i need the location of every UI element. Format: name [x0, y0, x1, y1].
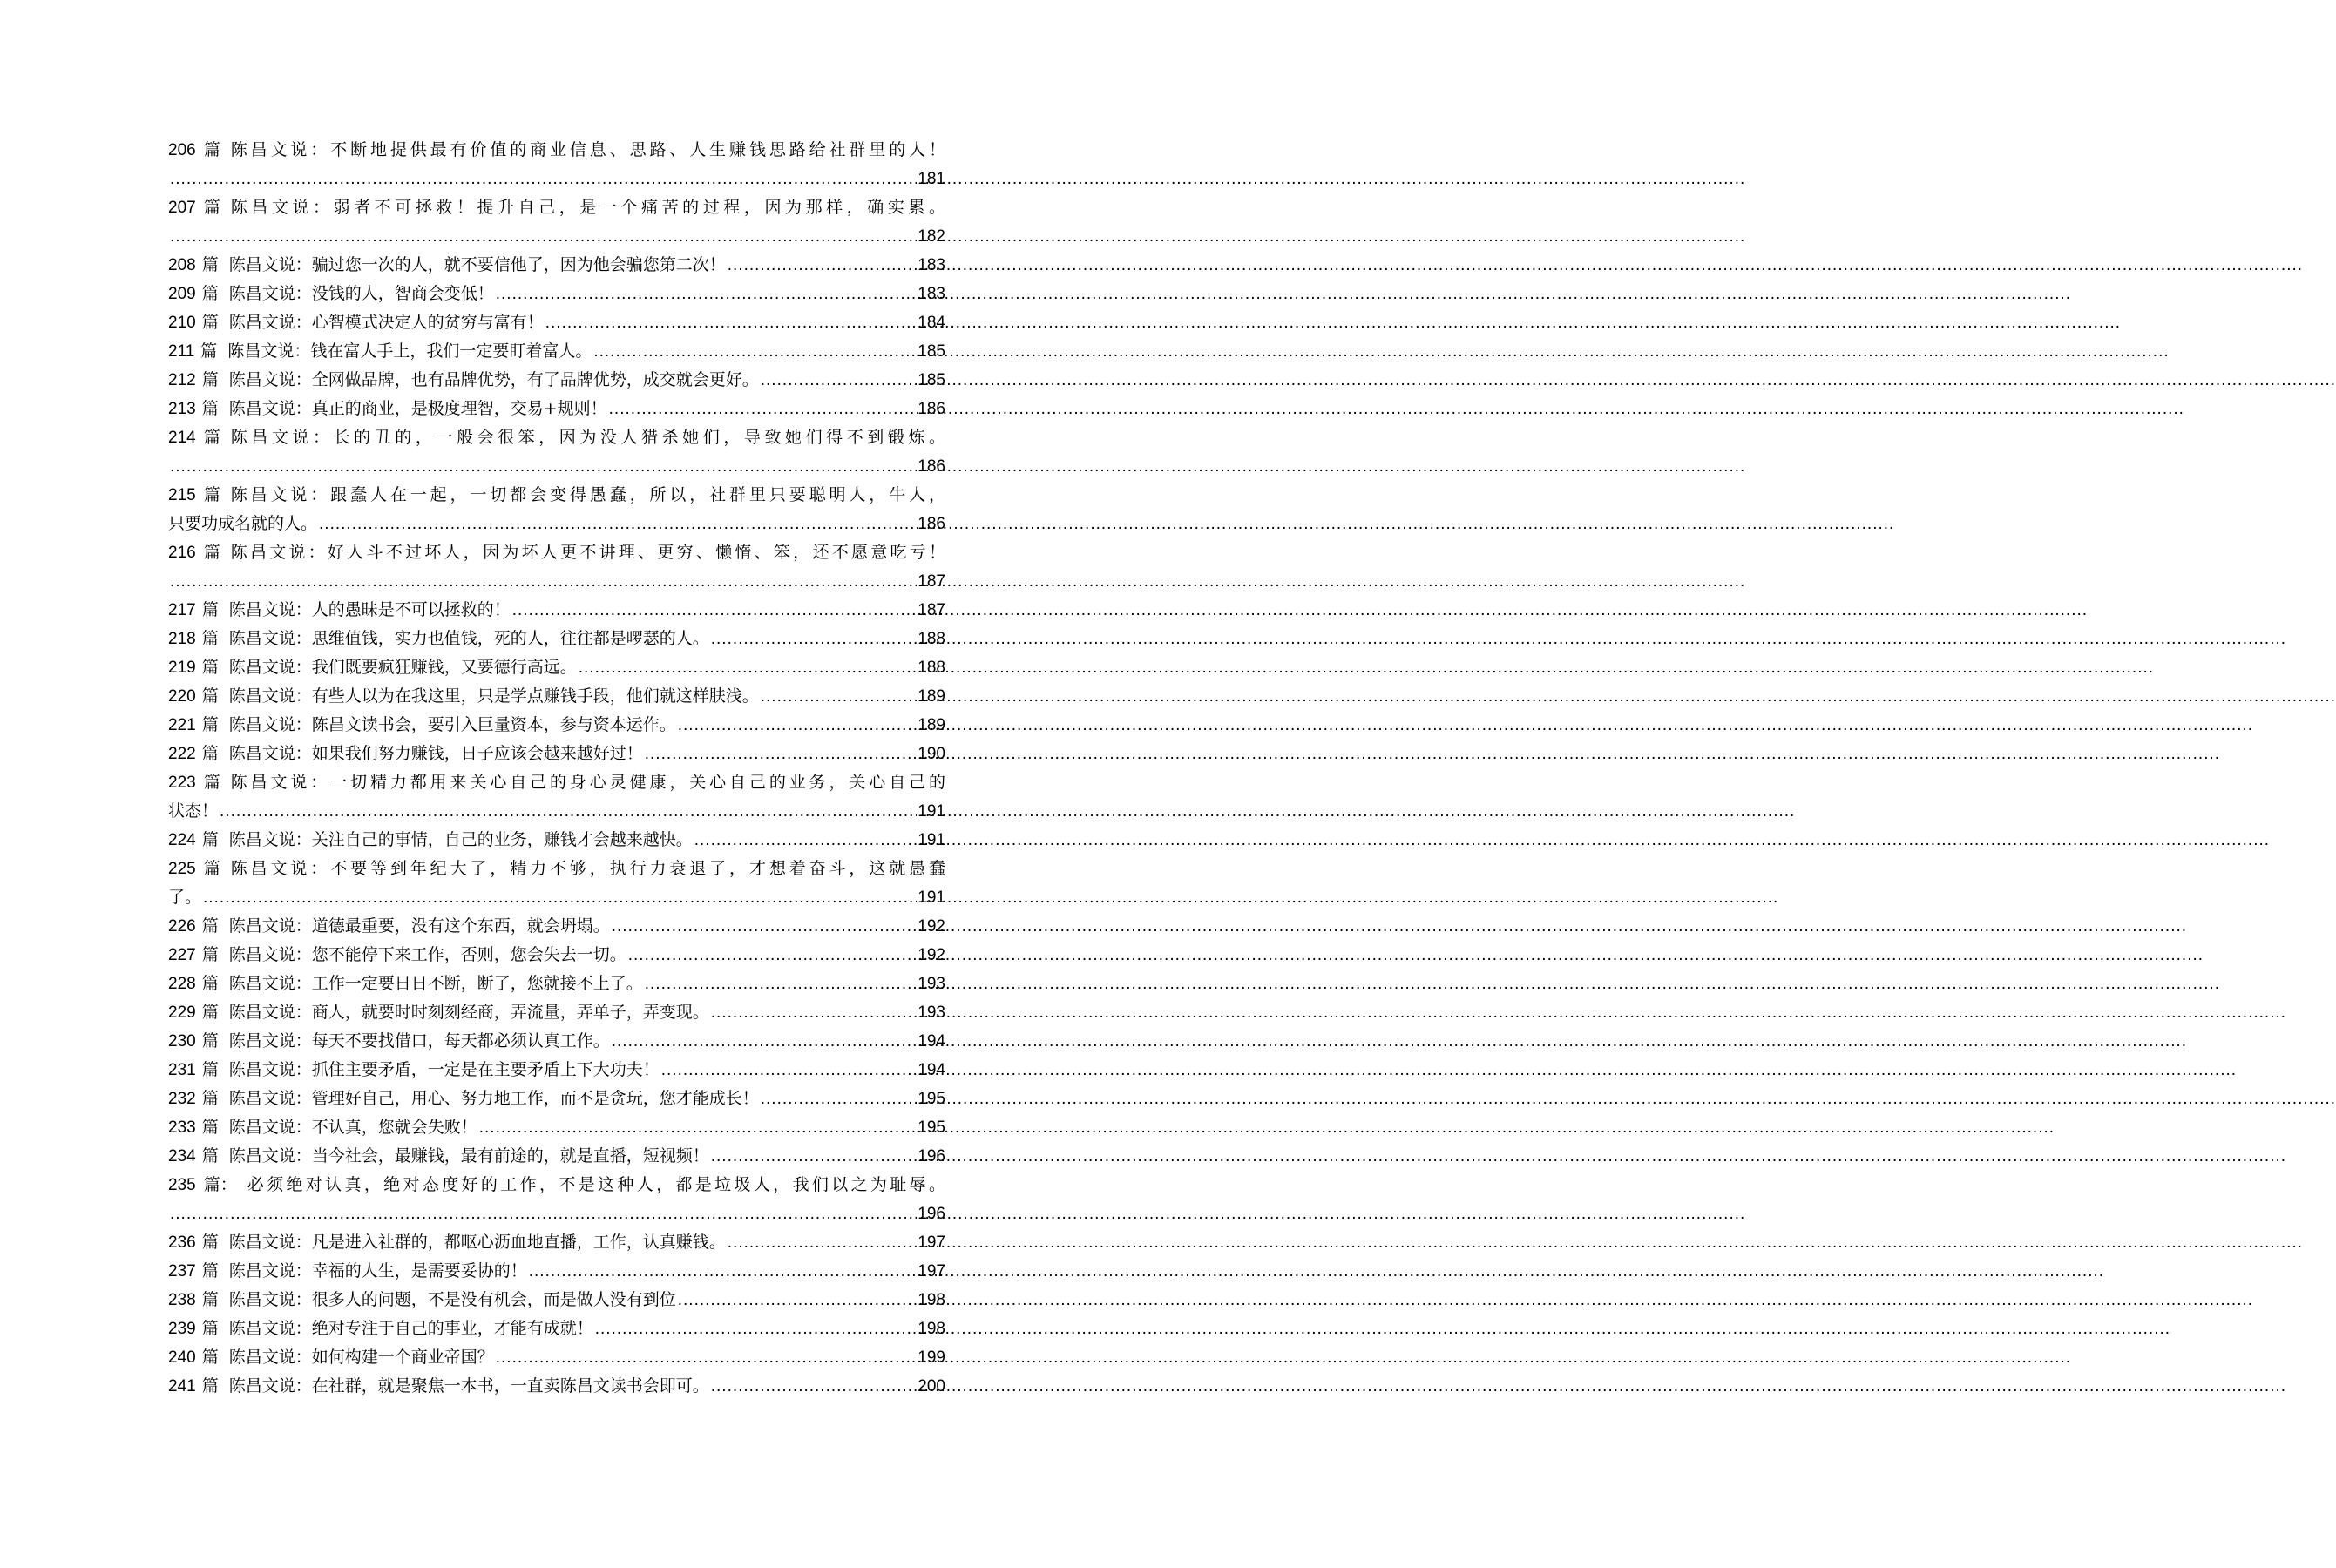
toc-entry-line: [168, 1056, 945, 1085]
toc-entry-page: 181: [917, 170, 945, 188]
toc-entry-page: 189: [917, 687, 945, 706]
toc-entry[interactable]: [168, 1257, 945, 1286]
toc-entry-line: [168, 1315, 945, 1343]
dot-leader: [612, 912, 917, 941]
toc-entry-number: 220: [168, 687, 196, 706]
toc-entry[interactable]: [168, 682, 945, 711]
toc-entry-title-line: [168, 136, 945, 165]
toc-entry-page: 196: [917, 1147, 945, 1166]
toc-entry-title-line: [168, 193, 945, 222]
toc-entry-number: 241: [168, 1377, 196, 1396]
toc-entry-separator: 篇: [201, 658, 219, 677]
toc-entry-title: 陈昌文说：钱在富人手上，我们一定要盯着富人。: [227, 341, 592, 361]
toc-entry[interactable]: [168, 481, 945, 538]
toc-entry[interactable]: [168, 1056, 945, 1085]
toc-entry-separator: 篇: [201, 830, 219, 849]
toc-entry-title: 陈昌文说：很多人的问题，不是没有机会，而是做人没有到位: [228, 1290, 676, 1309]
toc-entry-title: 陈昌文说：关注自己的事情，自己的业务，赚钱才会越来越快。: [228, 830, 693, 849]
toc-entry[interactable]: [168, 711, 945, 740]
dot-leader: [628, 941, 917, 970]
toc-entry-line: [168, 711, 945, 740]
toc-entry-separator: 篇: [203, 859, 220, 878]
toc-entry-continuation: [168, 222, 945, 251]
dot-leader: [319, 510, 916, 538]
toc-entry-number: 228: [168, 975, 196, 993]
toc-entry-separator: 篇: [201, 1146, 219, 1166]
dot-leader: [694, 826, 917, 855]
toc-entry-line: [168, 682, 945, 711]
toc-entry-page: 189: [917, 716, 945, 734]
toc-entry-continuation: [168, 452, 945, 481]
dot-leader: [678, 711, 917, 740]
dot-leader: [645, 970, 917, 998]
toc-entry-separator: 篇: [201, 1233, 219, 1252]
toc-entry-number: 212: [168, 371, 196, 389]
toc-entry-title-line: [168, 423, 945, 452]
toc-entry-separator: 篇: [201, 686, 219, 706]
toc-entry-continuation: [168, 567, 945, 596]
toc-entry-line: [168, 740, 945, 768]
toc-entry-title: 必须绝对认真，绝对态度好的工作，不是这种人，都是垃圾人，我们以之为耻辱。: [247, 1175, 945, 1194]
toc-entry-separator: 篇: [201, 916, 219, 936]
toc-entry-line: [168, 1228, 945, 1257]
toc-entry-page: 197: [917, 1262, 945, 1281]
toc-entry-line: [168, 1257, 945, 1286]
toc-entry[interactable]: [168, 1286, 945, 1315]
toc-entry-separator: 篇: [201, 313, 219, 332]
toc-entry-title-cont: 只要功成名就的人。: [168, 514, 318, 533]
toc-entry-separator: 篇: [201, 1031, 219, 1051]
toc-entry-page: 184: [917, 314, 945, 332]
toc-entry-page: 183: [917, 256, 945, 274]
toc-entry[interactable]: [168, 941, 945, 970]
dot-leader: [496, 1343, 917, 1372]
dot-leader: [512, 596, 917, 625]
toc-entry-line: [168, 1027, 945, 1056]
toc-entry-line: [168, 1085, 945, 1113]
toc-entry[interactable]: [168, 423, 945, 481]
toc-entry-line: [168, 912, 945, 941]
dot-leader: [170, 222, 916, 251]
toc-entry-heading: [168, 768, 945, 797]
toc-entry[interactable]: [168, 1315, 945, 1343]
toc-entry-page: 195: [917, 1090, 945, 1108]
toc-entry-title: 陈昌文说：好人斗不过坏人，因为坏人更不讲理、更穷、懒惰、笨，还不愿意吃亏！: [230, 543, 945, 562]
toc-entry-page: 188: [917, 659, 945, 677]
toc-entry-page: 183: [917, 285, 945, 303]
dot-leader: [595, 1315, 917, 1343]
toc-entry[interactable]: [168, 280, 945, 308]
toc-entry-number: 231: [168, 1061, 196, 1079]
toc-entry-continuation: [168, 1200, 945, 1228]
toc-entry-page: 190: [917, 745, 945, 763]
toc-entry-number: 221: [168, 716, 196, 734]
toc-entry-number: 237: [168, 1262, 196, 1281]
toc-entry-title: 陈昌文说：幸福的人生，是需要妥协的！: [228, 1261, 527, 1281]
toc-entry-line: [168, 653, 945, 682]
toc-entry-number: 235: [168, 1176, 196, 1194]
toc-entry-line: [168, 970, 945, 998]
toc-entry-title: 陈昌文说：抓住主要矛盾，一定是在主要矛盾上下大功夫！: [228, 1060, 660, 1079]
toc-entry-title: 陈昌文说：弱者不可拯救！提升自己，是一个痛苦的过程，因为那样，确实累。: [230, 198, 945, 217]
toc-entry-title: 陈昌文说：全网做品牌，也有品牌优势，有了品牌优势，成交就会更好。: [228, 370, 759, 389]
toc-entry[interactable]: [168, 912, 945, 941]
toc-entry[interactable]: [168, 625, 945, 653]
dot-leader: [609, 395, 917, 423]
toc-entry-page: 186: [917, 457, 945, 476]
toc-entry-number: 218: [168, 630, 196, 648]
toc-entry-title-line: [168, 481, 945, 510]
toc-entry[interactable]: [168, 308, 945, 337]
toc-entry[interactable]: [168, 768, 945, 826]
toc-entry-heading: [168, 538, 945, 567]
dot-leader: [170, 452, 916, 481]
dot-leader: [170, 567, 916, 596]
toc-entry-number: 239: [168, 1320, 196, 1338]
toc-entry-title-line: [168, 1171, 945, 1200]
toc-entry-line: [168, 251, 945, 280]
dot-leader: [678, 1286, 917, 1315]
toc-entry-continuation: [168, 883, 945, 912]
toc-entry[interactable]: [168, 998, 945, 1027]
toc-entry-line: [168, 998, 945, 1027]
toc-entry[interactable]: [168, 653, 945, 682]
toc-entry-number: 232: [168, 1090, 196, 1108]
toc-entry-separator: 篇: [201, 1118, 219, 1137]
toc-entry-number: 208: [168, 256, 196, 274]
toc-entry-continuation: [168, 797, 945, 826]
toc-entry-page: 188: [917, 630, 945, 648]
toc-entry-number: 223: [168, 774, 196, 792]
toc-entry-number: 240: [168, 1348, 196, 1367]
toc-entry-heading: [168, 481, 945, 510]
toc-entry-separator: 篇: [203, 198, 220, 217]
toc-entry-page: 196: [917, 1205, 945, 1223]
dot-leader: [711, 1372, 917, 1401]
toc-entry[interactable]: [168, 193, 945, 251]
toc-entry-separator: 篇: [201, 1290, 219, 1309]
toc-entry-title-line: [168, 855, 945, 883]
toc-entry-page: 197: [917, 1233, 945, 1252]
toc-entry-separator: 篇: [201, 1089, 219, 1108]
toc-entry-title: 陈昌文说：陈昌文读书会，要引入巨量资本，参与资本运作。: [228, 715, 676, 734]
toc-entry-separator: 篇：: [203, 1175, 237, 1194]
toc-entry[interactable]: [168, 1113, 945, 1142]
toc-entry-page: 191: [917, 802, 945, 821]
toc-entry-line: [168, 308, 945, 337]
toc-entry-separator: 篇: [201, 715, 219, 734]
dot-leader: [728, 1228, 917, 1257]
toc-entry-line: [168, 1372, 945, 1401]
toc-entry-number: 227: [168, 946, 196, 964]
toc-entry-number: 211: [168, 342, 195, 361]
toc-entry-title: 陈昌文说：骗过您一次的人，就不要信他了，因为他会骗您第二次！: [228, 255, 726, 274]
toc-entry-title: 陈昌文说：跟蠢人在一起，一切都会变得愚蠢，所以，社群里只要聪明人，牛人，: [230, 485, 945, 504]
toc-entry-title: 陈昌文说：凡是进入社群的，都呕心沥血地直播，工作，认真赚钱。: [228, 1233, 726, 1252]
toc-entry-separator: 篇: [201, 629, 219, 648]
toc-entry-title: 陈昌文说：思维值钱，实力也值钱，死的人，往往都是啰瑟的人。: [228, 629, 709, 648]
toc-entry-number: 233: [168, 1119, 196, 1137]
toc-entry-separator: 篇: [201, 1319, 219, 1338]
toc-entry-title-cont: 了。: [168, 888, 202, 907]
toc-entry-number: 215: [168, 486, 196, 504]
toc-entry-line: [168, 1286, 945, 1315]
toc-entry-number: 206: [168, 141, 196, 159]
dot-leader: [579, 653, 917, 682]
toc-entry-title-line: [168, 538, 945, 567]
toc-entry-line: [168, 1343, 945, 1372]
toc-entry-title: 陈昌文说：不要等到年纪大了，精力不够，执行力衰退了，才想着奋斗，这就愚蠢: [230, 859, 945, 878]
toc-entry-title: 陈昌文说：在社群，就是聚焦一本书，一直卖陈昌文读书会即可。: [228, 1376, 709, 1396]
toc-entry-separator: 篇: [201, 1376, 219, 1396]
toc-entry-number: 213: [168, 400, 196, 418]
toc-entry[interactable]: [168, 596, 945, 625]
dot-leader: [529, 1257, 917, 1286]
toc-entry-number: 207: [168, 199, 196, 217]
toc-entry-separator: 篇: [200, 341, 218, 361]
dot-leader: [761, 682, 917, 711]
toc-entry-title-cont: 状态！: [168, 801, 219, 821]
toc-entry-title: 陈昌文说：不断地提供最有价值的商业信息、思路、人生赚钱思路给社群里的人！: [230, 140, 945, 159]
toc-entry-title: 陈昌文说：每天不要找借口，每天都必须认真工作。: [228, 1031, 610, 1051]
toc-entry-title: 陈昌文说：长的丑的，一般会很笨，因为没人猎杀她们，导致她们得不到锻炼。: [230, 428, 945, 447]
toc-entry-continuation: [168, 165, 945, 193]
dot-leader: [479, 1113, 917, 1142]
dot-leader: [728, 251, 917, 280]
toc-entry-separator: 篇: [201, 945, 219, 964]
toc-entry[interactable]: [168, 251, 945, 280]
toc-entry-number: 225: [168, 860, 196, 878]
toc-entry-title: 陈昌文说：真正的商业，是极度理智，交易+规则！: [228, 399, 607, 418]
toc-entry-page: 185: [917, 342, 945, 361]
toc-entry-separator: 篇: [201, 255, 219, 274]
toc-entry-page: 191: [917, 889, 945, 907]
dot-leader: [761, 366, 917, 395]
toc-entry-separator: 篇: [201, 744, 219, 763]
toc-entry-separator: 篇: [201, 370, 219, 389]
toc-entry-page: 194: [917, 1032, 945, 1051]
dot-leader: [711, 625, 917, 653]
toc-entry[interactable]: [168, 395, 945, 423]
toc-entry-heading: [168, 193, 945, 222]
toc-entry-page: 186: [917, 400, 945, 418]
toc-entry-continuation: [168, 510, 945, 538]
table-of-contents: [168, 136, 945, 1401]
toc-entry-title-line: [168, 768, 945, 797]
toc-entry-page: 198: [917, 1320, 945, 1338]
toc-entry-title: 陈昌文说：当今社会，最赚钱，最有前途的，就是直播，短视频！: [228, 1146, 709, 1166]
toc-entry-title: 陈昌文说：如何构建一个商业帝国？: [228, 1348, 494, 1367]
toc-entry-heading: [168, 1171, 945, 1200]
toc-entry-page: 185: [917, 371, 945, 389]
toc-entry-separator: 篇: [201, 600, 219, 619]
toc-entry-title: 陈昌文说：工作一定要日日不断，断了，您就接不上了。: [228, 974, 643, 993]
toc-entry[interactable]: [168, 970, 945, 998]
toc-entry-title: 陈昌文说：心智模式决定人的贫穷与富有！: [228, 313, 544, 332]
toc-entry-number: 238: [168, 1291, 196, 1309]
dot-leader: [203, 883, 916, 912]
toc-entry-separator: 篇: [203, 485, 220, 504]
toc-entry-page: 187: [917, 601, 945, 619]
toc-entry-number: 236: [168, 1233, 196, 1252]
toc-entry-number: 214: [168, 429, 196, 447]
toc-entry-number: 209: [168, 285, 196, 303]
toc-entry-separator: 篇: [201, 974, 219, 993]
toc-entry[interactable]: [168, 1228, 945, 1257]
toc-entry-line: [168, 280, 945, 308]
toc-entry-title: 陈昌文说：不认真，您就会失败！: [228, 1118, 477, 1137]
toc-entry-separator: 篇: [203, 773, 220, 792]
toc-entry-separator: 篇: [201, 399, 219, 418]
toc-entry[interactable]: [168, 1343, 945, 1372]
toc-entry-title: 陈昌文说：我们既要疯狂赚钱，又要德行高远。: [228, 658, 577, 677]
dot-leader: [220, 797, 916, 826]
toc-entry-title: 陈昌文说：商人，就要时时刻刻经商，弄流量，弄单子，弄变现。: [228, 1003, 709, 1022]
dot-leader: [711, 998, 917, 1027]
toc-entry-title: 陈昌文说：没钱的人，智商会变低！: [228, 284, 494, 303]
toc-entry-line: [168, 366, 945, 395]
toc-entry-title: 陈昌文说：有些人以为在我这里，只是学点赚钱手段，他们就这样肤浅。: [228, 686, 759, 706]
toc-entry-page: 195: [917, 1119, 945, 1137]
toc-entry-separator: 篇: [203, 428, 220, 447]
dot-leader: [711, 1142, 917, 1171]
toc-entry[interactable]: [168, 1027, 945, 1056]
toc-entry-separator: 篇: [201, 1348, 219, 1367]
toc-entry-page: 182: [917, 227, 945, 246]
toc-entry-title: 陈昌文说：您不能停下来工作，否则，您会失去一切。: [228, 945, 626, 964]
toc-entry[interactable]: [168, 366, 945, 395]
dot-leader: [645, 740, 917, 768]
toc-entry-page: 186: [917, 515, 945, 533]
toc-entry-heading: [168, 855, 945, 883]
toc-entry-page: 192: [917, 946, 945, 964]
toc-entry-separator: 篇: [201, 1003, 219, 1022]
toc-entry[interactable]: [168, 1171, 945, 1228]
toc-entry-line: [168, 596, 945, 625]
toc-entry-number: 217: [168, 601, 196, 619]
toc-entry-line: [168, 941, 945, 970]
toc-entry-line: [168, 1113, 945, 1142]
toc-entry-page: 198: [917, 1291, 945, 1309]
toc-entry-separator: 篇: [203, 543, 220, 562]
toc-entry-page: 193: [917, 975, 945, 993]
toc-entry-page: 194: [917, 1061, 945, 1079]
toc-entry-title: 陈昌文说：绝对专注于自己的事业，才能有成就！: [228, 1319, 593, 1338]
toc-entry-title: 陈昌文说：一切精力都用来关心自己的身心灵健康，关心自己的业务，关心自己的: [230, 773, 945, 792]
dot-leader: [170, 1200, 916, 1228]
toc-entry-page: 192: [917, 917, 945, 936]
toc-entry-number: 216: [168, 544, 196, 562]
toc-entry[interactable]: [168, 1142, 945, 1171]
toc-entry[interactable]: [168, 1085, 945, 1113]
toc-entry-page: 199: [917, 1348, 945, 1367]
toc-entry-separator: 篇: [201, 1060, 219, 1079]
toc-entry-title: 陈昌文说：道德最重要，没有这个东西，就会坍塌。: [228, 916, 610, 936]
toc-entry-number: 222: [168, 745, 196, 763]
dot-leader: [612, 1027, 917, 1056]
toc-entry-separator: 篇: [201, 284, 219, 303]
dot-leader: [170, 165, 916, 193]
toc-entry[interactable]: [168, 1372, 945, 1401]
dot-leader: [661, 1056, 917, 1085]
toc-entry-title: 陈昌文说：管理好自己，用心、努力地工作，而不是贪玩，您才能成长！: [228, 1089, 759, 1108]
toc-entry-line: [168, 826, 945, 855]
toc-entry-page: 193: [917, 1004, 945, 1022]
toc-entry-line: [168, 337, 945, 366]
toc-entry[interactable]: [168, 826, 945, 855]
toc-entry-separator: 篇: [203, 140, 220, 159]
toc-entry[interactable]: [168, 538, 945, 596]
toc-entry-line: [168, 1142, 945, 1171]
toc-entry-line: [168, 395, 945, 423]
toc-entry-heading: [168, 423, 945, 452]
toc-entry-line: [168, 625, 945, 653]
toc-entry-title: 陈昌文说：人的愚昧是不可以拯救的！: [228, 600, 511, 619]
toc-entry[interactable]: [168, 740, 945, 768]
toc-entry-heading: [168, 136, 945, 165]
toc-entry-number: 229: [168, 1004, 196, 1022]
toc-entry[interactable]: [168, 136, 945, 193]
dot-leader: [593, 337, 916, 366]
dot-leader: [761, 1085, 917, 1113]
toc-entry-number: 230: [168, 1032, 196, 1051]
toc-entry-number: 219: [168, 659, 196, 677]
toc-entry-page: 191: [917, 831, 945, 849]
toc-entry-number: 226: [168, 917, 196, 936]
toc-entry-page: 187: [917, 572, 945, 591]
toc-entry-separator: 篇: [201, 1261, 219, 1281]
toc-entry[interactable]: [168, 337, 945, 366]
toc-entry-number: 224: [168, 831, 196, 849]
dot-leader: [545, 308, 917, 337]
toc-entry-title: 陈昌文说：如果我们努力赚钱，日子应该会越来越好过！: [228, 744, 643, 763]
dot-leader: [496, 280, 917, 308]
toc-entry[interactable]: [168, 855, 945, 912]
toc-entry-number: 234: [168, 1147, 196, 1166]
toc-entry-page: 200: [917, 1377, 945, 1396]
toc-entry-number: 210: [168, 314, 196, 332]
